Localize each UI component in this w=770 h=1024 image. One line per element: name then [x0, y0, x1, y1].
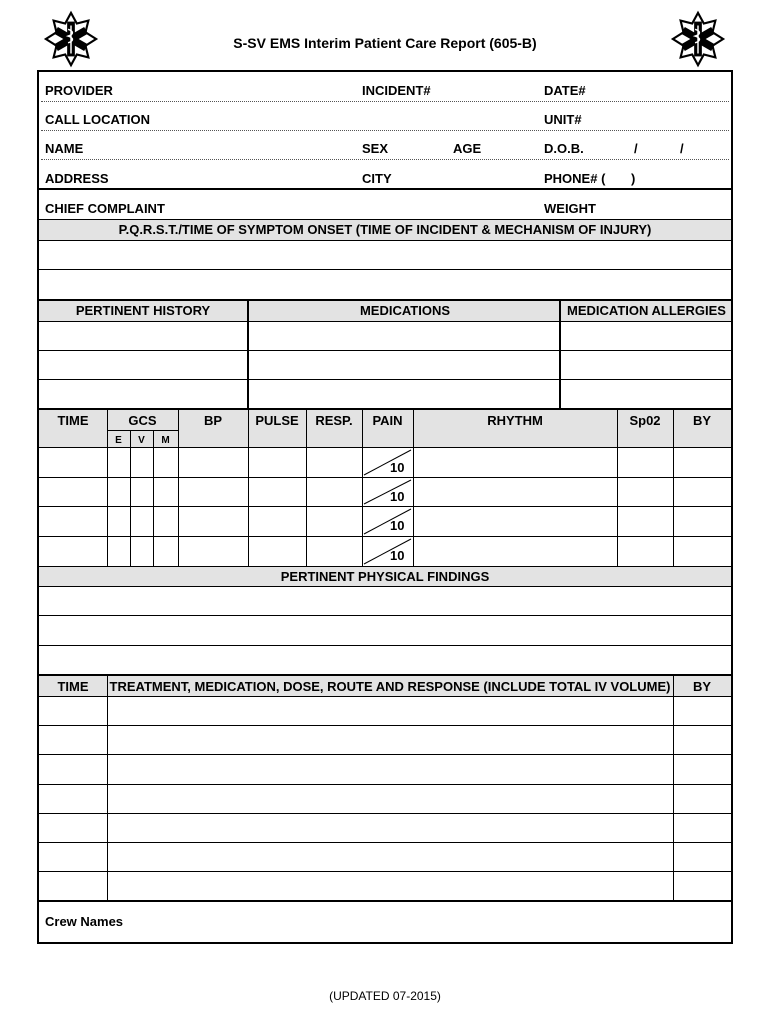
- vitals-col-3: [248, 409, 249, 566]
- vitals-time-header: TIME: [57, 413, 89, 428]
- pain-slash-3: [362, 507, 413, 536]
- pain-scale-1: 10: [390, 460, 405, 475]
- form-title: S-SV EMS Interim Patient Care Report (605-B): [233, 35, 537, 51]
- pulse-header: PULSE: [255, 413, 299, 428]
- physical-line-2: [39, 615, 731, 616]
- history-top-line: [39, 299, 731, 301]
- vitals-col-8: [673, 409, 674, 566]
- vitals-col-e: [130, 430, 131, 566]
- updated-footer: (UPDATED 07-2015): [329, 989, 441, 1003]
- medications-header: MEDICATIONS: [359, 303, 451, 318]
- history-line-2: [39, 350, 731, 351]
- incident-label: INCIDENT#: [362, 83, 431, 98]
- gcs-v-header: V: [138, 435, 145, 446]
- chief-complaint-label: CHIEF COMPLAINT: [45, 201, 165, 216]
- unit-label: UNIT#: [544, 112, 582, 127]
- vitals-col-7: [617, 409, 618, 566]
- physical-line-3: [39, 645, 731, 646]
- provider-underline: [41, 101, 729, 102]
- rhythm-header: RHYTHM: [487, 413, 543, 428]
- treatment-line-6: [39, 842, 731, 843]
- treatment-time-header: TIME: [57, 679, 89, 694]
- address-label: ADDRESS: [45, 171, 109, 186]
- name-label: NAME: [45, 141, 84, 156]
- weight-label: WEIGHT: [544, 201, 596, 216]
- history-divider-1: [247, 300, 249, 409]
- address-divider: [39, 188, 731, 190]
- pain-scale-3: 10: [390, 518, 405, 533]
- history-divider-2: [559, 300, 561, 409]
- medication-allergies-header: MEDICATION ALLERGIES: [567, 303, 726, 318]
- call-location-underline: [41, 130, 729, 131]
- provider-label: PROVIDER: [45, 83, 113, 98]
- treatment-line-4: [39, 784, 731, 785]
- treatment-top-line: [39, 674, 731, 676]
- history-line-3: [39, 379, 731, 380]
- pain-scale-4: 10: [390, 548, 405, 563]
- pain-slash-1: [362, 448, 413, 477]
- crew-names-label: Crew Names: [45, 914, 124, 929]
- vitals-col-v: [153, 430, 154, 566]
- pain-slash-4: [362, 537, 413, 566]
- dob-slash-1: /: [634, 141, 638, 156]
- treatment-line-1: [39, 696, 731, 697]
- pqrst-header: P.Q.R.S.T./TIME OF SYMPTOM ONSET (TIME OF INCIDENT & MECHANISM OF INJURY): [118, 222, 652, 237]
- phone-label: PHONE# (: [544, 171, 606, 186]
- treatment-line-5: [39, 813, 731, 814]
- vitals-col-2: [178, 409, 179, 566]
- call-location-label: CALL LOCATION: [45, 112, 150, 127]
- name-underline: [41, 159, 729, 160]
- physical-top-line: [39, 566, 731, 567]
- vitals-col-4: [306, 409, 307, 566]
- history-line-1: [39, 321, 731, 322]
- pqrst-top-line: [39, 219, 731, 220]
- gcs-e-header: E: [115, 435, 122, 446]
- date-label: DATE#: [544, 83, 586, 98]
- vitals-by-header: BY: [692, 413, 712, 428]
- gcs-header: GCS: [128, 413, 157, 428]
- physical-findings-header: PERTINENT PHYSICAL FINDINGS: [280, 569, 490, 584]
- sex-label: SEX: [362, 141, 389, 156]
- pain-scale-2: 10: [390, 489, 405, 504]
- crew-top-line: [39, 900, 731, 902]
- pqrst-line-2: [39, 269, 731, 270]
- resp-header: RESP.: [315, 413, 353, 428]
- vitals-col-6: [413, 409, 414, 566]
- phone-close: ): [631, 171, 636, 186]
- treatment-line-2: [39, 725, 731, 726]
- treatment-header: TREATMENT, MEDICATION, DOSE, ROUTE AND RESPONSE (INCLUDE TOTAL IV VOLUME): [109, 679, 671, 694]
- pain-slash-2: [362, 478, 413, 506]
- dob-label: D.O.B.: [544, 141, 584, 156]
- gcs-sub-line: [107, 430, 178, 431]
- vitals-col-1: [107, 409, 108, 566]
- treatment-line-3: [39, 754, 731, 755]
- gcs-m-header: M: [161, 435, 170, 446]
- pertinent-history-header: PERTINENT HISTORY: [75, 303, 211, 318]
- age-label: AGE: [453, 141, 482, 156]
- spo2-header: Sp02: [629, 413, 661, 428]
- pqrst-line-1: [39, 240, 731, 241]
- treatment-col-2: [673, 676, 674, 901]
- treatment-line-7: [39, 871, 731, 872]
- treatment-col-1: [107, 676, 108, 901]
- treatment-by-header: BY: [692, 679, 712, 694]
- pain-header: PAIN: [372, 413, 403, 428]
- physical-line-1: [39, 586, 731, 587]
- vitals-top-line: [39, 408, 731, 410]
- city-label: CITY: [362, 171, 392, 186]
- dob-slash-2: /: [680, 141, 684, 156]
- bp-header: BP: [203, 413, 223, 428]
